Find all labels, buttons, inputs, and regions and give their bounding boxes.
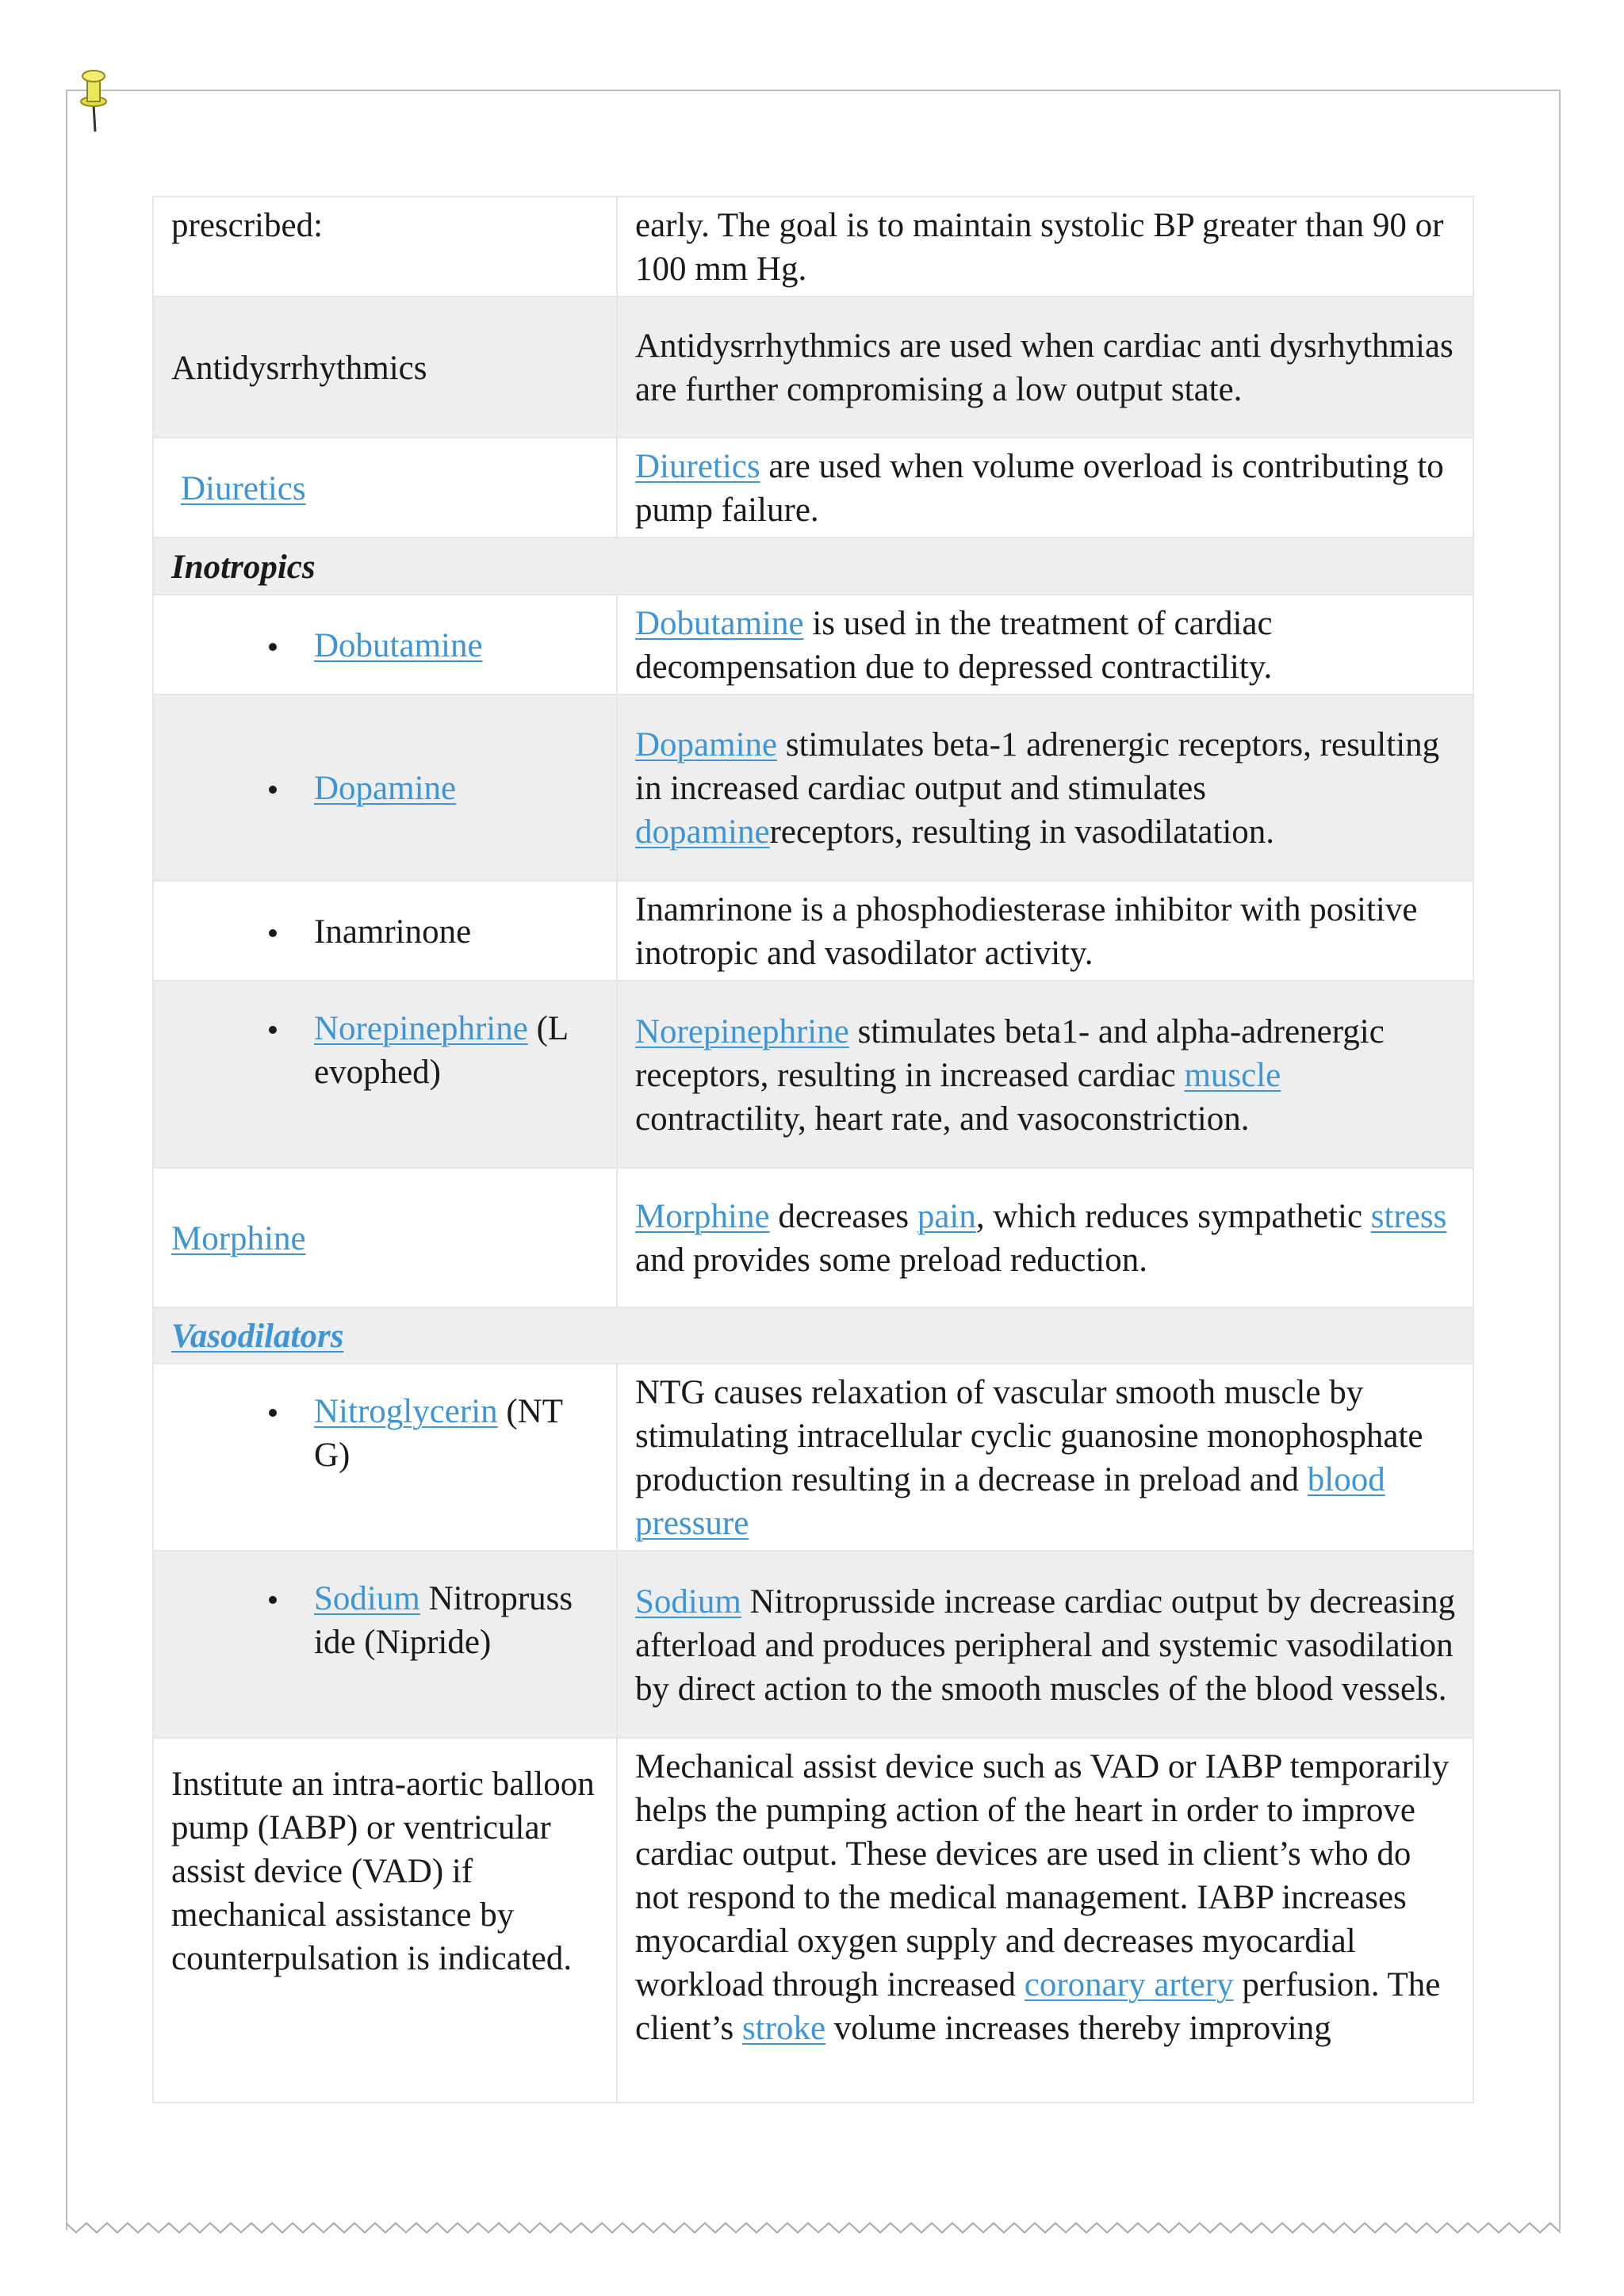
cell-left xyxy=(153,197,617,297)
cell-text: (NT G) xyxy=(314,1393,563,1474)
norepinephrine-link[interactable]: Norepinephrine xyxy=(635,1012,849,1050)
diuretics-link[interactable]: Diuretics xyxy=(635,448,760,485)
cell-text: stimulates beta-1 adrenergic receptors, resulting in increased cardiac output and stimulates xyxy=(635,726,1440,807)
cell-text: receptors, resulting in vasodilatation. xyxy=(769,813,1275,851)
norepinephrine-link[interactable]: Norepinephrine xyxy=(314,1010,528,1047)
nitroglycerin-link[interactable]: Nitroglycerin xyxy=(314,1393,498,1430)
morphine-link[interactable]: Morphine xyxy=(171,1219,306,1257)
pushpin-icon xyxy=(76,63,116,135)
cell-text: contractility, heart rate, and vasoconstriction. xyxy=(635,1100,1250,1138)
cell-left xyxy=(153,981,617,1168)
dobutamine-link[interactable]: Dobutamine xyxy=(314,626,483,664)
cell-text: (L evophed) xyxy=(314,1010,568,1091)
cell-right xyxy=(617,1364,1473,1551)
cell-left xyxy=(153,438,617,538)
category-heading xyxy=(153,1307,1473,1364)
table-row xyxy=(153,695,1473,881)
dopamine-link[interactable]: Dopamine xyxy=(314,770,457,807)
cell-right xyxy=(617,1738,1473,2103)
cell-text: Antidysrrhythmics are used when cardiac anti dysrhythmias are further compromising a low output state. xyxy=(635,327,1454,408)
cell-text: prescribed: xyxy=(171,207,324,244)
cell-left xyxy=(153,1738,617,2103)
cell-left xyxy=(153,881,617,981)
muscle-link[interactable]: muscle xyxy=(1184,1056,1281,1094)
coronary-artery-link[interactable]: coronary artery xyxy=(1024,1966,1234,2003)
list-item xyxy=(314,1390,600,1477)
cell-right xyxy=(617,1551,1473,1738)
cell-text: Antidysrrhythmics xyxy=(171,349,427,387)
table-row xyxy=(153,197,1473,297)
table-row xyxy=(153,297,1473,438)
cell-text: is used in the treatment of cardiac decompensation due to depressed contractility. xyxy=(635,605,1273,686)
cell-text: perfusion. The client’s xyxy=(635,1966,1441,2047)
blood-pressure-link[interactable]: blood pressure xyxy=(635,1461,1385,1542)
list-item xyxy=(314,624,600,668)
table-row xyxy=(153,1551,1473,1738)
cell-text: early. The goal is to maintain systolic BP greater than 90 or 100 mm Hg. xyxy=(635,207,1444,288)
table-row xyxy=(153,1307,1473,1364)
table-row xyxy=(153,438,1473,538)
table-row xyxy=(153,1168,1473,1307)
cell-right xyxy=(617,438,1473,538)
cell-right xyxy=(617,297,1473,438)
cell-text: NTG causes relaxation of vascular smooth muscle by stimulating intracellular cyclic guanosine monophosphate production resulting in a decrease in preload and xyxy=(635,1374,1423,1498)
cell-text: decreases xyxy=(769,1198,917,1235)
dopamine-link[interactable]: Dopamine xyxy=(635,726,778,763)
cell-left xyxy=(153,595,617,695)
cell-text: are used when volume overload is contributing to pump failure. xyxy=(635,448,1444,529)
table-row xyxy=(153,595,1473,695)
cell-left xyxy=(153,297,617,438)
table-row xyxy=(153,881,1473,981)
cell-right xyxy=(617,1168,1473,1307)
cell-right xyxy=(617,695,1473,881)
cell-right xyxy=(617,981,1473,1168)
cell-left xyxy=(153,1364,617,1551)
dopamine-inline-link[interactable]: dopamine xyxy=(635,813,770,851)
cell-right xyxy=(617,197,1473,297)
pain-link[interactable]: pain xyxy=(917,1198,976,1235)
category-label: Inotropics xyxy=(171,548,316,586)
cell-text: Institute an intra-aortic balloon pump (IABP) or ventricular assist device (VAD) if mechanical assistance by counterpulsation is indicated. xyxy=(171,1766,595,1977)
diuretics-link[interactable]: Diuretics xyxy=(181,469,306,507)
sodium-link[interactable]: Sodium xyxy=(635,1582,741,1621)
dobutamine-link[interactable]: Dobutamine xyxy=(635,605,804,642)
cell-text: Mechanical assist device such as VAD or IABP temporarily helps the pumping action of the heart in order to improve cardiac output. These devices are used in client’s who do not respond to the medical management. IABP increases myocardial oxygen supply and decreases myocardial workload through increased xyxy=(635,1748,1450,2003)
cell-text: stimulates beta1- and alpha-adrenergic receptors, resulting in increased cardiac xyxy=(635,1012,1385,1094)
cell-left xyxy=(153,1551,617,1738)
cell-text: Nitropruss ide (Nipride) xyxy=(314,1580,573,1661)
cell-right xyxy=(617,595,1473,695)
list-item xyxy=(314,1577,600,1664)
cell-text: , which reduces sympathetic xyxy=(975,1198,1371,1235)
cell-text: and provides some preload reduction. xyxy=(635,1242,1148,1279)
list-item xyxy=(314,767,600,810)
table-row xyxy=(153,538,1473,595)
cell-left xyxy=(153,1168,617,1307)
list-item xyxy=(314,1007,600,1094)
cell-text: Nitroprusside increase cardiac output by decreasing afterload and produces peripheral and systemic vasodilation by direct action to the smooth muscles of the blood vessels. xyxy=(635,1582,1456,1708)
cell-text: Inamrinone is a phosphodiesterase inhibitor with positive inotropic and vasodilator activity. xyxy=(635,891,1418,972)
category-heading xyxy=(153,538,1473,595)
morphine-link[interactable]: Morphine xyxy=(635,1198,770,1235)
list-item: Inamrinone xyxy=(314,910,600,954)
cell-text: volume increases thereby improving xyxy=(825,2010,1331,2047)
table-row xyxy=(153,1364,1473,1551)
stress-link[interactable]: stress xyxy=(1370,1198,1447,1235)
cell-right xyxy=(617,881,1473,981)
torn-page-edge xyxy=(66,2220,1561,2239)
sodium-link[interactable]: Sodium xyxy=(314,1580,420,1617)
table-row xyxy=(153,981,1473,1168)
treatment-table xyxy=(152,196,1474,2103)
cell-left xyxy=(153,695,617,881)
vasodilators-link[interactable]: Vasodilators xyxy=(171,1318,344,1355)
stroke-link[interactable]: stroke xyxy=(741,2010,826,2047)
table-row xyxy=(153,1738,1473,2103)
